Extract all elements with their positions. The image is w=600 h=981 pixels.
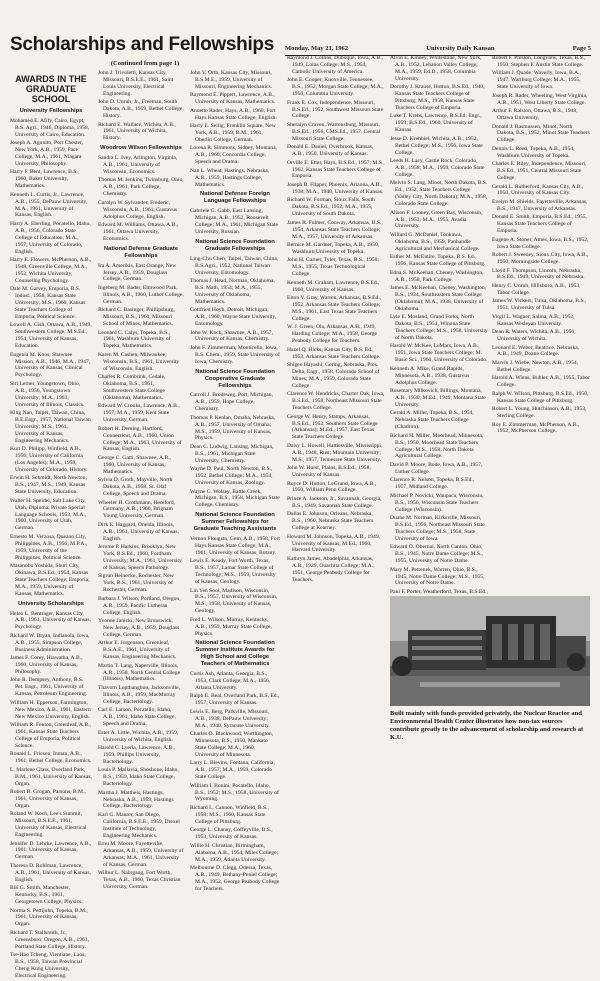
award-entry: Henry C. Unruh, Hillsboro, A.B., 1953, Tabor College. [492, 282, 581, 296]
award-entry: Ling-Chu Chen, Taipei, Taiwan, China, B.S.Agri., 1952, National Taiwan University, Entomology. [190, 255, 279, 276]
award-entry: Richard L. Cannon, Winfield, B.S., 1958; M.S., 1960, Kansas State College of Pittsburg. [190, 804, 269, 825]
continued-note: (Continued from page 1) [110, 60, 180, 67]
award-entry: Dirk E. Haggard, Oneida, Illinois, A.B., 1961, University of Kansas, English. [98, 521, 179, 542]
award-entry: Lewis E. Berg, Parkville, Missouri, A.B., 1938, DePauw University; M.A., 1940, Syracuse University. [190, 708, 270, 729]
award-entry: L. Marlene Glass, Overland Park, B.M., 1961, University of Kansas, Organ. [10, 766, 92, 787]
award-entry: Fred L. Wilson, Murray, Kentucky, A.B., 1959, Murray State College, Physics. [190, 616, 272, 637]
award-entry: Roy E. Zimmerman, McPherson, A.B., 1952, McPherson College. [492, 421, 580, 435]
award-entry: Dorothy J. Krause, Hutton, B.S.Ed., 1940, Kansas State Teachers College of Pittsburg; M.S., 1958, Kansas State Teachers College of Emporia. [390, 84, 485, 111]
award-entry: Ingeberg M. Bader, Elmwood Park, Illinois, A.B., 1960, Luther College, German. [98, 284, 184, 305]
award-entry: Dallas E. Johnson, Orleans, Nebraska, B.S., 1960, Nebraska State Teachers College at Kearney. [287, 511, 374, 532]
award-entry: Lin Yen Sooi, Madison, Wisconsin, B.S., 1957, University of Wisconsin, M.S., 1958, University of Kansas, Geology. [190, 587, 278, 615]
award-entry: Joseph B. Flipper, Phoenix, Arizona, A.B., 1938; M.A., 1940, University of Kansas. [287, 181, 384, 195]
masthead-date: Monday, May 21, 1962 [285, 45, 349, 52]
award-entry: Wayne C. Wolsey, Battle Creek, Michigan, B.S., 1958, Michigan State College, Chemistry. [190, 488, 280, 509]
award-entry: John E. Cooper, Knoxville, Tennessee, B.S., 1952, Morgan State College; M.A., 1956, Columbia University. [287, 77, 384, 98]
award-entry: Eugene A. Stoner, Ames, Iowa, B.S., 1952, Iowa State College. [492, 236, 589, 250]
award-entry: George C. Gatti, Shawnee, A.B., 1960, University of Kansas, Mathematics. [98, 454, 171, 475]
section-heading: Woodrow Wilson Fellowships [100, 145, 182, 152]
award-entry: George W. Henry, Stamps, Arkansas, B.S.Ed., 1952, Southern State College (Arkansas); M.Ed., 1957, East Texas State Teachers College. [287, 413, 378, 441]
award-entry: Hazel Q. Hicks, Kansas City, B.S. Ed., 1953, Arkansas State Teachers College. [287, 346, 381, 360]
award-entry: Jennifer D. Lehrke, Lawrence, A.B., 1961, University of Kansas, German. [10, 840, 92, 861]
award-entry: James W. Vickers, Tulsa, Oklahoma, B.S., 1951, University of Tulsa. [492, 298, 587, 312]
award-entry: Ester A. Little, Wichita, A.B., 1959, University of Wichita, English. [98, 729, 179, 743]
column-6 [492, 55, 590, 591]
award-entry: Kenneth M. Graham, Lawrence, B.S.Ed., 1960, University of Kansas. [287, 279, 380, 293]
award-entry: Theresa D. Rohlman, Lawrence, A.B., 1961, University of Kansas, English. [10, 862, 91, 883]
award-entry: Gottfried Hoyb, Detroit, Michigan, A.B., 1960, Wayne State University, Entomology. [190, 307, 277, 328]
award-entry: Virgil L. Wagner, Salina, A.B., 1952, Kansas Wesleyan University. [492, 313, 575, 327]
award-entry: Carl E. Larson, Pocatello, Idaho, A.B., 1961, Idaho State College, Speech and Drama. [98, 707, 176, 728]
award-entry: Carolyn W. Sylvander, Frederic, Wisconsin, A.B., 1961, Gustavus Adolphus College, English. [98, 199, 178, 220]
column-1-body [10, 108, 92, 980]
section-heading: National Defense Graduate Fellowships [103, 245, 179, 259]
award-entry: Ronald L. Friesen, Inman, A.B., 1961, Bethel College, Economics. [10, 751, 92, 765]
award-entry: Nan L. Wheat, Hastings, Nebraska, A.B., 1959, Hastings College, Mathematics. [190, 167, 270, 188]
award-entry: Charles E. Riley, Independence, Missouri, B.S.Ed., 1951, Central Missouri State College. [492, 161, 587, 182]
award-entry: Norma S. Pettijohn, Topeka, B.M., 1961, University of Kansas, Organ. [10, 907, 88, 928]
award-entry: Rosemary Milkovich, Billings, Montana, A.B., 1930; M.Ed., 1949, Montana State University. [390, 388, 486, 408]
award-entry: Donald E. Daniel, Overbrook, Kansas, A.B., 1950, University of Kansas. [287, 144, 374, 158]
award-entry: Lyle E. Mosland, Grand Forks, North Dakota, B.S., 1951, Winona State Teachers College; M.S., 1958, University of North Dakota. [390, 314, 488, 341]
column-3 [190, 70, 280, 894]
award-entry: Wayne D. Paul, North Newton, B.S., 1952, Bethel College; M.A., 1954, University of Kansas, Zoology. [190, 466, 273, 487]
award-entry: John D. Unruh, Jr., Freeman, South Dakota, A.B., 1959, Bethel College, History. [98, 99, 184, 120]
award-entry: Daisy L. Howell, Hattiesville, Mississippi, A.B., 1948, Rust; Mountain University; M.S., 1957, Tennessee State University. [287, 442, 383, 463]
award-entry: William J. Quade, Waverly, Iowa, B.A., 1947, Wartburg College; M.A., 1955, State University of Iowa. [492, 70, 581, 91]
page-title: Scholarships and Fellowships [10, 34, 274, 55]
award-entry: Joseph A. Agonito, Port Chester, New York, A.B., 1959, Pace College, M.A., 1961, Niagara University, Philosophy. [10, 140, 83, 167]
award-entry: Richard C. Basinger, Phillipsburg, Missouri, B.S., 1960, Missouri School of Mines, Mathematics. [98, 307, 175, 328]
award-entry: Paul F. Porter, Weatherford, Texas, B.S.Ed., [390, 588, 488, 595]
award-entry: Gerald A. Miller, Topeka, B.S., 1954, Nebraska State Teachers College (Chadron). [390, 410, 474, 431]
column-2 [98, 70, 184, 893]
award-entry: Masanobu Yoshida, Shuri City, Okinawa, B.S.Ed., 1954, Kansas State Teachers College, Emporia; M.A., 1959, University of Kansas, Mathematics. [10, 563, 90, 597]
award-entry: Harry F. Bent, Lawrence, B.S., 1960, Baker University, Mathematics. [10, 169, 80, 190]
award-entry: Orville E. Etter, Hays, B.S.Ed., 1957; M.S., 1962, Kansas State Teachers College of Emporia. [287, 159, 385, 180]
section-heading: University Scholarships [17, 600, 85, 607]
award-entry: Richard E. Wallace, Wichita, A.B., 1961, University of Wichita, History. [98, 121, 176, 142]
award-entry: Charles R. Combrink, Cedale, Oklahoma, B.S., 1961, Southwestern State College (Oklahoma), Mathematics. [98, 374, 166, 401]
award-entry: Charles O. Blackwood, Worthington, Minnesota, B.S., 1950, Mankato State College; M.A., 1960, University of Minnesota. [190, 731, 274, 758]
section-heading: National Science Foundation Summer Institute Awards for High School and College Teachers of Mathematics [195, 640, 275, 668]
award-entry: Gerald L. Rutherford, Kansas City, A.B., 1950, University of Kansas City. [492, 183, 584, 197]
award-entry: Melvin S. Lang, Minot, North Dakota, B.S. Ed., 1952, State Teachers College (Valley City, North Dakota); M.A., 1958, Colorado State College. [390, 180, 488, 208]
award-entry: Raymond J. Collins, Dubuque, Iowa, A.B., 1949, Loras College; M.S., 1954, Catholic University of America. [287, 55, 384, 75]
award-entry: Louis P. Mallavia, Shoshone, Idaho, B.S., 1959, Idaho State College, Bacteriology. [98, 767, 179, 788]
award-entry: Kurt D. Philipp, Winfield, A.B., 1956; University of California (Los Angeles); M.A., 1959, University of Colorado, History. [10, 446, 88, 473]
award-entry: Ira A. Amerikis, East Orange, New Jersey, A.B., 1959, Douglass College, German. [98, 262, 177, 283]
award-entry: Elton V. Gray, Warren, Arkansas, B.S.Ed., 1952, Arkansas State Teachers College; M.S., 1961, East Texas State Teachers College. [287, 295, 382, 322]
award-entry: John H. Garner, Tyler, Texas, B.S., 1950; M.S., 1955, Texas Technological College. [287, 257, 379, 278]
award-entry: Helen L. Bentrager, Kansas City, A.B., 1961, University of Kansas, Psychology. [10, 610, 91, 631]
award-entry: Tse-Hao Tcheng, Vientiane, Laos, B.S., 1958, Taiwan Provincial Cheng Kung University, Electrical Engineering. [10, 952, 86, 979]
award-entry: Lowell A. Gish, Ottawa, A.B., 1949, Southwestern College; M.S.Ed., 1954, University of Kansas, Education. [10, 322, 92, 350]
award-entry: Arthur F. Ralston, Ottawa, B.S., 1948, Ottawa University. [492, 108, 578, 122]
award-entry: Dennis L. Reed, Topeka, A.B., 1954, Washburn University of Topeka. [492, 145, 575, 159]
award-entry: Lloyd F. Thompson, Lincoln, Nebraska, B.S.Ed., 1949, University of Nebraska. [492, 267, 585, 281]
photo-caption: Built mainly with funds provided privately, the Nuclear Reactor and Environmental Health Center illustrates how non-tax sources contribute greatly to the advancement of scholarship and research at K.U. [390, 710, 584, 741]
award-entry: Edna S. McKeehan, Cheney, Washington, A.B., 1958, Park College. [390, 269, 484, 283]
award-entry: Larry L. Blevins, Fontana, California, A.B., 1957; M.A., 1959, Colorado State College. [190, 760, 275, 781]
award-entry: Duane M. Norman, Kirksville, Missouri, B.S.Ed., 1956, Northeast Missouri State Teachers College; M.S., 1958, State University of Iowa. [390, 515, 485, 542]
award-entry: Martha J. Mattheis, Hastings, Nebraska, A.B., 1959, Hastings College, Bacteriology. [98, 789, 174, 810]
award-entry: Harry A. Eberling, Pocatello, Idaho, A.B., 1956, Colorado State College of Education, M.A., 1957, University of Colorado, English. [10, 220, 91, 255]
award-entry: George L. Chaney, Coffeyville, B.S., 1953, University of Kansas. [190, 827, 273, 841]
section-heading: National Science Foundation Graduate Fellowships [195, 238, 275, 252]
award-entry: Edward W. Crooks, Lawrence, A.B., 1957; M.A., 1959, Kent State University, German. [98, 403, 180, 424]
award-entry: Kenneth L. Curtis, Jr., Lawrence, A.B., 1955, DePauw University, M.A., 1961, University of Kansas, English. [10, 191, 88, 219]
award-entry: Donald J. Rasmussen, Minot, North Dakota, B.S., 1952, Minot State Teachers College. [492, 123, 590, 144]
column-5 [390, 55, 488, 595]
award-entry: Dean C. Ludwig, Lansing, Michigan, B.S., 1961, Michigan State University, Chemistry. [190, 443, 274, 464]
award-entry: Edward M. Williams, Ottawa, A.B., 1961, Ottawa University, Economics. [98, 222, 179, 242]
award-entry: Marvin J. Wiebe, Newton, A.B., 1954, Bethel College. [492, 359, 579, 373]
award-entry: Thomas M. Jenkins, Twinsburg, Ohio, A.B., 1961, Park College, Chemistry. [98, 177, 184, 198]
award-entry: Mary M. Petrenek, Warren, Ohio, B.S., 1945, Notre Dame College; M.S., 1955, University of Notre Dame. [390, 566, 485, 587]
award-entry: Raymond E. Pippert, Lawrence, A.B., University of Kansas, Mathematics. [190, 92, 276, 106]
award-entry: Dean R. Waters, Wichita, A.B., 1956, University of Wichita. [492, 329, 576, 343]
award-entry: Harry E. Flowers, McPherson, A.B., 1948, Greenville College, M.A., 1952, Wichita University, Counseling Psychology. [10, 257, 92, 284]
award-entry: Esther M. McEntire, Topeka, B.S. Ed., 1956, Kansas State College of Pittsburg. [390, 254, 486, 268]
award-entry: Richard W. Bryan, Indianola, Iowa, A.B., 1955, Simpson College, Business Administration. [10, 632, 90, 653]
award-entry: Clarence R. Nelson, Topeka, B.S.Ed., 1957, Midland College. [390, 477, 475, 491]
award-entry: Shigeo Hayashi, Gering, Nebraska, Pres. Delta, Engr., 1958, Colorado School of Mines; M.A., 1959, Colorado State College. [287, 362, 380, 389]
section-heading: University Fellowships [19, 108, 83, 114]
award-entry: Donald E. Smith, Emporia, B.S.Ed., 1955, Kansas State Teachers College of Emporia. [492, 214, 587, 235]
award-entry: Ralph E. Beal, Overland Park, B.S. Ed., 1957, University of Kansas. [190, 693, 280, 707]
award-entry: James R. Fulmer, Conway, Arkansas, B.S., 1954, Arkansas State Teachers College; M.A., 1957, University of Arkansas. [287, 219, 383, 240]
award-entry: Ralph W. Wilson, Pittsburg, B.S.Ed., 1950, Kansas State College of Pittsburg. [492, 390, 589, 404]
award-entry: Thomas J. Head, Norman, Oklahoma, B.S. Math, 1954; M.A., 1955, University of Oklahoma, Mathematics. [190, 278, 275, 305]
award-entry: William H. Epperson, Farmington, New Mexico, A.B., 1961, Eastern New Mexico University, English. [10, 699, 91, 720]
award-entry: Jesse D. Krehbiel, Wichita, A.B., 1952, Bethel College; M.S., 1956, Iowa State College. [390, 135, 483, 156]
award-entry: Michael P. Novicki, Waupaca, Wisconsin, B.S., 1956, Wisconsin State Teachers College (Wisconsin). [390, 492, 484, 513]
award-entry: Leonard C. Calys, Topeka, B.S., 1961, Washburn University of Topeka, Mathematics. [98, 329, 171, 350]
award-entry: Vernon Flougstn, Gem, A.B., 1958, Fort Hays Kansas State College, M.A., 1961, University of Kansas, Botany. [190, 536, 280, 556]
award-entry: Ernu M. Moore, Fayetteville, Arkansas, A.B., 1959, University of Arkansas; M.A., 1961, University of Kansas, German. [98, 841, 184, 868]
award-entry: Mohamed E. Afify, Cairo, Egypt, B.S. Agri., 1946, Diploma, 1958, University of Cairo, Education. [10, 117, 90, 138]
award-entry: Arthur E. Jorgenson, Greenleaf, B.S.A.E., 1961, University of Kansas, Engineering Mechanics. [98, 640, 177, 661]
award-entry: Robert B. Grogan, Parsons, B.M., 1961, University of Kansas, Organ. [10, 789, 86, 809]
award-entry: Robert F. Preston, Longview, Texas, B.S., 1950, Stephen F. Austin State College. [492, 55, 586, 68]
award-entry: Willie H. Christian, Birmingham, Alabama, A.B., 1954, Miles College; M.A., 1959, Atlanta University. [190, 842, 279, 863]
award-entry: Richard T. Stallsmith, Jr., Greensboro, Oregon, A.B., 1961, Portland State College, History. [10, 929, 90, 950]
award-entry: Thavorn Lopthangbon, Jacksonville, Illinois, A.B., 1959, MacMurray College, Bacteriology. [98, 684, 181, 705]
award-entry: Howard M. Johnson, Topeka, A.B., 1949, University of Kansas; M.Ed., 1960, Harvard University. [287, 533, 381, 554]
award-entry: Walter H. Speidel, Salt Lake City, Utah, Diploma, Private Special Language Schools, 1953, M.A., 1960, University of Utah, German. [10, 497, 87, 532]
section-heading: National Science Foundation Summer Fellowships for Graduate Teaching Assistants [193, 512, 277, 533]
award-entry: Bernice M. Gardner, Topeka, A.B., 1950, Washburn University of Topeka. [287, 242, 380, 255]
award-entry: Curtis Ash, Atlanta, Georgia, B.S., 1953, Clark College; M.A., 1956, Atlanta University. [190, 671, 271, 691]
award-entry: Sandra L. Ivey, Arlington, Virginia, A.B., 1961, University of Wisconsin, Economics. [98, 155, 178, 175]
award-entry: Erwin H. Schmidt, North Newton, B.S., 1947, M.S., 1949, Kansas State University, Education. [10, 475, 87, 496]
section-heading: National Science Foundation Cooperative Graduate Fellowships [195, 368, 275, 389]
award-entry: Harold A. Wiens, Buhler, A.B., 1955, Tabor College. [492, 375, 590, 389]
award-entry: Jerome P. Harkins, Brooklyn, New York, B.S.Ed., 1960, Fordham University; M.A., 1961, University of Kansas, Speech Pathology. [98, 544, 182, 571]
award-entry: Leonard E. Weber, Beatrice, Nebraska, A.B., 1949, Doane College. [492, 344, 580, 358]
award-entry: Richard H. Miller, Moorhead, Minnesota, B.S., 1950, Moorhead State Teachers College; M.S., 1958, North Dakota Agricultural College. [390, 432, 484, 460]
award-entry: Royce D. Hutton, LeGrand, Iowa, A.B., 1950, William Penn College. [287, 480, 377, 494]
section-heading: National Defense Foreign Language Fellowships [200, 191, 270, 205]
award-entry: Siri Lerner, Youngstown, Ohio, A.B., 1956, Youngstown University; M.A., 1961, University of Illinois, Classics. [10, 380, 85, 408]
award-entry: Willard G. McDaniel, Tonkawa, Oklahoma, B.S., 1959, Panhandle Agricultural and Mechanical College. [390, 231, 480, 252]
award-entry: John W. Hurst, Plains, B.S.Ed., 1958, University of Kansas. [287, 465, 371, 479]
award-entry: Luke T. Krebs, Lawrence, B.S.Ed. Engr., 1959; B.S.Ed., 1960, University of Kansas. [390, 113, 482, 134]
award-entry: Gabriele G. Gabb, East Lansing, Michigan, A.B., 1952, Roosevelt College; M.A., 1961, Michigan State University, Russian. [190, 208, 278, 235]
award-entry: Sylvia D. Groth, Mayville, North Dakota, A.B., 1958, St. Olaf College, Speech and Drama. [98, 477, 173, 498]
award-entry: Leeds H. Lacy, Castle Rock, Colorado, A.B., 1958; M.A., 1959, Colorado State College. [390, 158, 485, 178]
column-1 [10, 72, 92, 981]
award-entry: William R. Fenton, Greenleaf, A.B., 1961, Kansas State Teachers College of Emporia, Political Science. [10, 722, 91, 749]
award-entry: Wilbur L. Nabrgang, Fort Worth, Texas, A.B., 1960, Texas Christian University, German. [98, 870, 181, 891]
award-entry: John V. Orth, Kansas City, Missouri, B.S.M.E., 1959, University of Missouri, Engineering Mechanics. [190, 70, 273, 90]
award-entry: John J. Trivoletti, Kansas City, Missouri, B.S.E.E., 1961, Saint Louis University, Electrical Engineering. [98, 70, 174, 97]
award-entry: Robert H. Deming, Hartford, Connecticut, A.B., 1960, Union College; M.A., 1963, University of Kansas, English. [98, 425, 182, 453]
award-entry: Yvonne Janicki, New Brunswick, New Jersey, A.B., 1959, Douglass College, German. [98, 618, 180, 638]
award-entry: Karl G. Maurer, San Diego, California, B.S.E.E., 1959, Drexel Institute of Technology, Engineering Mechanics. [98, 811, 180, 839]
award-entry: Harry E. Seilig, Franklin Square, New York, A.B., 1959; B.M., 1961, Oberlin College, German. [190, 123, 276, 143]
award-entry: Frank E. Cox, Independence, Missouri, B.S.Ed., 1952, Southwest Missouri State College. [287, 99, 384, 120]
masthead-page: Page 5 [572, 45, 591, 52]
award-entry: Robert J. Sweeney, Sioux City, Iowa, A.B., 1950, Morningside College. [492, 252, 589, 265]
award-entry: Sigrun Heinecke, Rochester, New York, B.S., 1961, University of Rochester, German. [98, 573, 174, 594]
award-entry: Wheeler H. Grothmann, Hereford, Germany, A.B., 1960, Brigham Young University, German. [98, 499, 176, 520]
award-entry: Eugenia M. Koos, Shawnee Mission, A.B., 1946, M.A., 1947, University of Kansas, Clinical Psychology. [10, 351, 91, 379]
award-entry: Lorena R. Simmons, Sidney, Montana, A.B., 1960, Concordia College, Speech and Drama. [190, 145, 277, 166]
award-entry: John R. Dempsey, Anthony, B.S. Pet. Engr., 1961, University of Kansas, Petroleum Engineering. [10, 677, 88, 698]
award-entry: Dale M. Garvey, Emporia, B.S. Indust., 1958, Kansas State University; M.S., 1960, Kansas State Teachers College of Emporia, Political Science. [10, 286, 86, 320]
award-entry: John W. Koch, Shawnee, A.B., 1957, University of Kansas, Chemistry. [190, 329, 273, 343]
award-entry: Kenneth A. Mike, Grand Rapids, Minnesota, A.B., 1938, Gustavus Adolphus College. [390, 365, 470, 386]
award-entry: W. J. Green, Ola, Arkansas, A.B., 1949, Harding College; M.A., 1958, George Peabody College for Teachers. [287, 324, 378, 345]
award-entry: Melbourne D. Clegg, Odessa, Texas, A.B., 1949, Bethany-Peniel College; M.A., 1952, George Peabody College for Teachers. [190, 865, 280, 892]
award-entry: Martin T. Lang, Naperville, Illinois, A.B., 1958, North Central College (Illinois), Mathematics. [98, 662, 181, 683]
award-entry: Harold W. McKee, LeMars, Iowa, A.B., 1951, Iowa State Teachers College; M. Basic Sci., 1960, University of Colorado. [390, 343, 488, 364]
award-entry: Sheralyn Craven, Warrensburg, Missouri, B.S.Ed., 1956, CMS.Ed., 1957, Central Missouri State College. [287, 121, 381, 142]
award-entry: Ernesto M. Verzosa, Quezon City, Philippines, A.B., 1956; M.P.A., 1959, University of the Philippines, Political Science. [10, 533, 88, 561]
award-entry: Carroll J. Brodeweg, Port, Michigan, A.B., 1959, Hope College, Chemistry. [190, 392, 273, 413]
award-entry: Richard W. Forman, Sioux Falls, South Dakota, B.S.Ed., 1952; M.A., 1955, University of South Dakota. [287, 197, 375, 218]
award-entry: Robert L. Young, Hutchinson, A.B., 1953, Sterling College. [492, 406, 587, 420]
masthead-paper: University Daily Kansan [426, 45, 495, 52]
award-entry: David P. Moore, Bode, Iowa, A.B., 1957, Luther College. [390, 461, 483, 475]
reactor-building-photo [390, 596, 590, 706]
award-entry: Harold C. Lyerla, Lawrence, A.B., 1959, Phillips University, Bacteriology. [98, 745, 176, 765]
award-entry: Karen M. Cashen, Milwaukee, Wisconsin, B.S., 1961, University of Wisconsin, English. [98, 351, 180, 372]
award-entry: Annette Rader, Hays, A.B., 1960, Fort Hays Kansas State College, English. [190, 107, 277, 121]
building-image [390, 596, 590, 706]
award-entry: King Nan, Taipei, Taiwan, China, B.E.Engr., 1957, National Taiwan University; M.S., 1961, University of Kansas, Engineering Mechanics. [10, 410, 91, 444]
award-entry: Alison F. Looney, Green Bay, Wisconsin, A.B., 1953; M.A., 1955, Avadia University. [390, 209, 483, 230]
award-entry: Evelyn M. Shields, Fayetteville, Arkansas, B.S., 1947, University of Arkansas. [492, 198, 588, 212]
award-entry: Lewis E. Keady, Fort Worth, Texas, B.S., 1957, Lamar State College of Technology; M.S., 1959, University of Kansas, Geology. [190, 558, 276, 586]
award-entry: Edward O. Obernai, North Canton, Ohio, B.S., 1945, Notre Dame College; M.S., 1955, University of Notre Dame. [390, 544, 483, 565]
award-entry: Joseph R. Rader, Wheeling, West Virginia, A.B., 1951, West Liberty State College. [492, 92, 588, 106]
award-entry: Thomas P. Kenlan, Omaha, Nebraska, A.B., 1957, University of Omaha; M.S., 1959, University of Kansas, Physics. [190, 414, 276, 442]
award-entry: Barbara J. Wilson, Portland, Oregon, A.B., 1959, Pacific Lutheran College, English. [98, 595, 181, 616]
award-entry: James E. McKeehan, Cheney, Washington, B.S., 1934, Southeastern State College (Oklahoma); M.A., 1938, University of Oklahoma. [390, 285, 487, 312]
award-entry: Bill G. Smith, Manchester, Kentucky, B.S., 1961, Georgetown College, Physics. [10, 885, 83, 905]
award-entry: Clarence W. Hendricks, Charter Oak, Iowa, B.S.Ed., 1958, Northeast Missouri State Teachers College. [287, 391, 385, 412]
award-heading: AWARDS IN THE GRADUATE SCHOOL [15, 74, 87, 104]
column-4 [287, 55, 385, 585]
award-entry: Alvin E. Kinney, Whitestone, New York, A.B., 1952, Lebanon Valley College; M.A., 1959; Ed.D., 1958, Columbia University. [390, 55, 482, 82]
award-entry: John F. Zimmerman, Monticello, Iowa, B.S. Chem., 1959, State University of Iowa, Chemistry. [190, 344, 280, 365]
award-entry: Prince A. Jackson, Jr., Savannah, Georgia, B.S., 1949, Savannah State College. [287, 495, 382, 509]
award-entry: James F. Corey, Hiawatha, A.B., 1960, University of Kansas, Philosophy. [10, 655, 83, 675]
award-entry: Kathryn James, Abadelphia, Arkansas, A.B., 1929, Ouachita College; M.A., 1951, George Peabody College for Teachers. [287, 555, 375, 583]
award-entry: William I. Bonini, Pocatello, Idaho, B.S., 1952; M.S., 1958, University of Wyoming. [190, 782, 279, 803]
award-entry: Roland W. Koch, Lee's Summit, Missouri, B.S.E.E., 1961, University of Kansas, Electrical Engineering. [10, 811, 87, 839]
